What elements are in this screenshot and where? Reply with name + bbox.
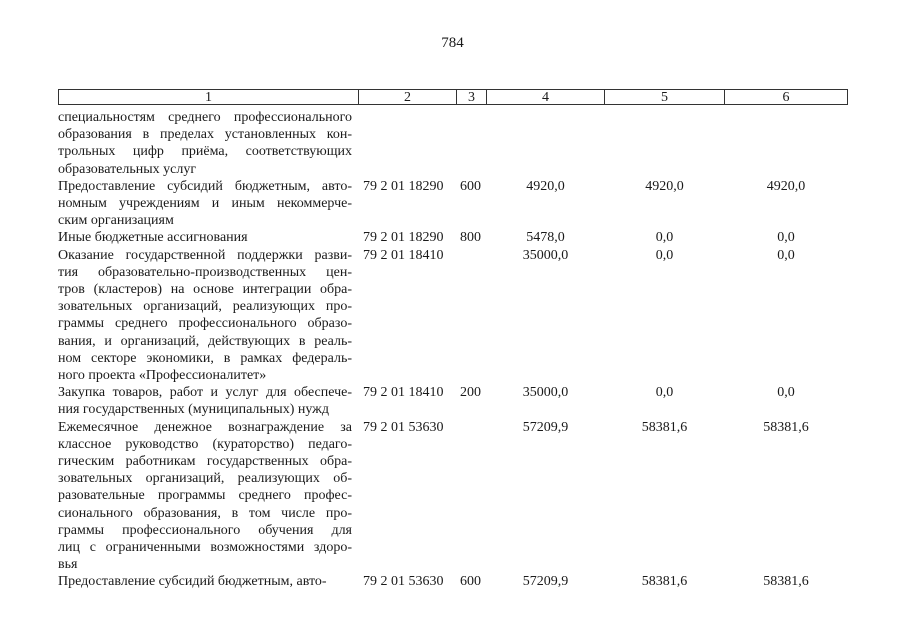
table-row	[58, 109, 848, 178]
description-line: Предоставление субсидий бюджетным, авто-	[58, 178, 352, 194]
description-line: сионального образования, в том числе про-	[58, 505, 352, 521]
column-header-4: 4	[486, 89, 605, 105]
column-header-6: 6	[724, 89, 848, 105]
row-value-col5: 4920,0	[645, 178, 684, 194]
column-header-1: 1	[58, 89, 359, 105]
description-line: номным учреждениям и иным некоммерче-	[58, 196, 352, 212]
row-value-col4: 5478,0	[526, 230, 565, 246]
description-line: образовательных услуг	[58, 161, 197, 177]
description-line: граммы профессионального обучения для	[58, 522, 352, 538]
table-row	[58, 229, 848, 246]
description-line: образования в пределах установленных кон-	[58, 127, 352, 143]
row-description	[58, 573, 352, 590]
row-code: 79 2 01 18410	[363, 385, 444, 401]
row-expense-type: 200	[460, 385, 481, 401]
row-description	[58, 109, 352, 178]
description-line: ном секторе экономики, в рамках федераль-	[58, 350, 352, 366]
description-line: ния государственных (муниципальных) нужд	[58, 402, 329, 418]
description-line: разовательные программы среднего профес-	[58, 488, 352, 504]
description-line: вья	[58, 557, 78, 573]
description-line: Иные бюджетные ассигнования	[58, 230, 248, 246]
row-description	[58, 247, 352, 385]
budget-table-body	[58, 109, 848, 591]
row-value-col6: 0,0	[777, 247, 795, 263]
row-code: 79 2 01 18290	[363, 230, 444, 246]
description-line: ским организациям	[58, 213, 174, 229]
row-description	[58, 384, 352, 418]
description-line: классное руководство (кураторство) педаго-	[58, 436, 352, 452]
table-header	[58, 89, 848, 107]
row-value-col5: 0,0	[655, 247, 674, 263]
row-description	[58, 419, 352, 574]
row-code: 79 2 01 53630	[363, 574, 444, 590]
row-value-col4: 57209,9	[522, 419, 569, 435]
description-line: Закупка товаров, работ и услуг для обеспече-	[58, 385, 352, 401]
column-header-2: 2	[358, 89, 457, 105]
row-value-col4: 35000,0	[522, 385, 569, 401]
row-value-col6: 58381,6	[763, 574, 809, 590]
table-row	[58, 178, 848, 230]
row-expense-type: 800	[460, 230, 481, 246]
description-line: зовательных организаций, реализующих про-	[58, 299, 352, 315]
description-line: лиц с ограниченными возможностями здоро-	[58, 540, 352, 556]
description-line: Предоставление субсидий бюджетным, авто-	[58, 574, 327, 590]
row-description	[58, 229, 352, 246]
row-value-col4: 4920,0	[526, 178, 565, 194]
row-value-col6: 0,0	[777, 230, 795, 246]
description-line: Ежемесячное денежное вознаграждение за	[58, 419, 352, 435]
row-value-col5: 58381,6	[641, 419, 688, 435]
row-description	[58, 178, 352, 230]
table-row	[58, 573, 848, 590]
row-value-col4: 57209,9	[522, 574, 569, 590]
row-value-col4: 35000,0	[522, 247, 569, 263]
table-row	[58, 384, 848, 418]
row-expense-type: 600	[460, 574, 481, 590]
column-header-3: 3	[456, 89, 487, 105]
description-line: тров (кластеров) на основе интеграции обра-	[58, 282, 352, 298]
row-value-col5: 58381,6	[641, 574, 688, 590]
row-code: 79 2 01 53630	[363, 419, 444, 435]
description-line: граммы среднего профессионального образо-	[58, 316, 352, 332]
description-line: Оказание государственной поддержки разви-	[58, 247, 352, 263]
description-line: вания, и организаций, действующих в реаль-	[58, 333, 352, 349]
row-value-col6: 0,0	[777, 385, 795, 401]
row-code: 79 2 01 18410	[363, 247, 444, 263]
description-line: зовательных организаций, реализующих об-	[58, 471, 352, 487]
description-line: ного проекта «Профессионалитет»	[58, 368, 267, 384]
row-code: 79 2 01 18290	[363, 178, 444, 194]
description-line: трольных цифр приёма, соответствующих	[58, 144, 352, 160]
row-value-col6: 58381,6	[763, 419, 809, 435]
description-line: гическим работникам государственных обра-	[58, 454, 352, 470]
row-expense-type: 600	[460, 178, 481, 194]
table-row	[58, 247, 848, 385]
description-line: специальностям среднего профессионального	[58, 110, 352, 125]
row-value-col5: 0,0	[655, 385, 674, 401]
row-value-col5: 0,0	[655, 230, 674, 246]
description-line: тия образовательно-производственных цен-	[58, 264, 352, 280]
row-value-col6: 4920,0	[766, 178, 806, 194]
page-number: 784	[441, 35, 464, 51]
table-row	[58, 419, 848, 574]
column-header-5: 5	[604, 89, 725, 105]
